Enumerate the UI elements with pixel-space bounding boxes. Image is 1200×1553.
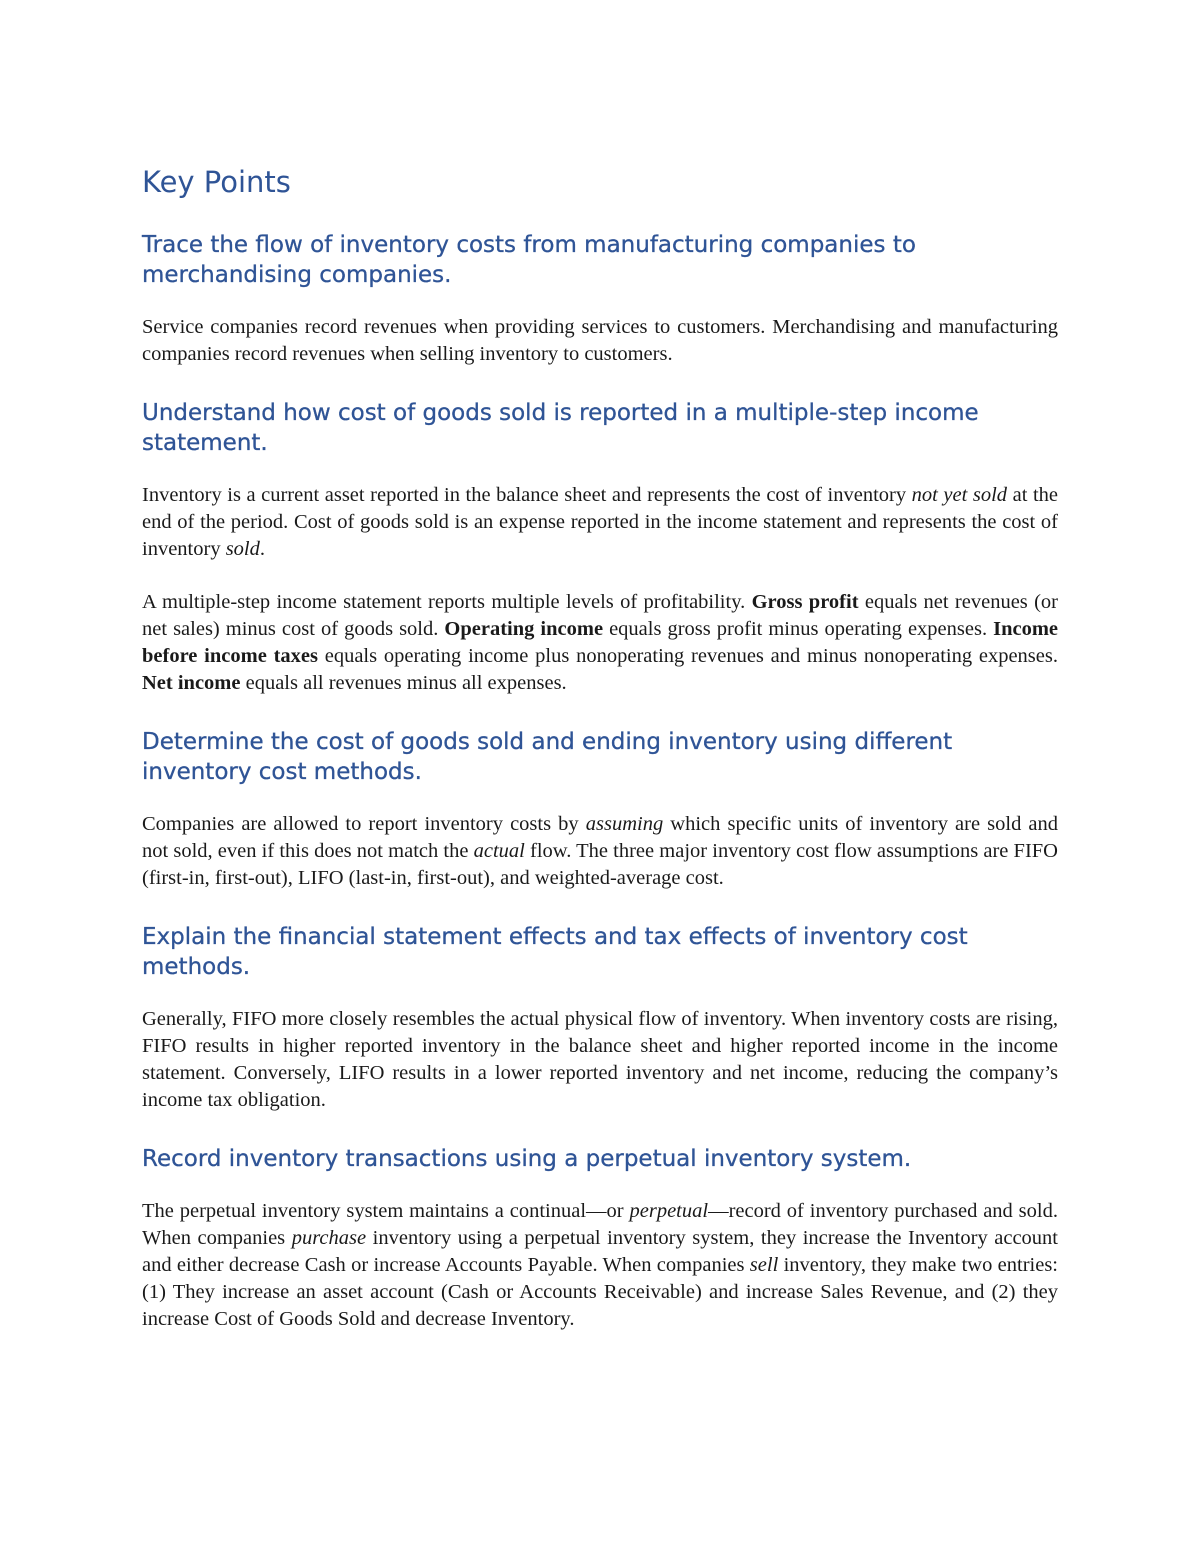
text-run: inventory using a perpetual inventory system, they increase the Inventory account and either decrease Cash or increase Accounts Payable. When companies [142, 1227, 1058, 1276]
section-heading: Trace the flow of inventory costs from manufacturing companies to merchandising companies. [142, 232, 916, 288]
bold-term: Gross profit [751, 591, 859, 613]
section-heading: Determine the cost of goods sold and ending inventory using different inventory cost methods. [142, 729, 953, 785]
text-run: flow. The three major inventory cost flow assumptions are FIFO (first-in, first-out), LIFO (last-in, first-out), and weighted-average cost. [142, 840, 1058, 889]
paragraph [142, 811, 1058, 892]
italic-text: actual [473, 840, 525, 862]
text-run: which specific units of inventory are sold and not sold, even if this does not match the [142, 813, 1058, 862]
paragraph: Generally, FIFO more closely resembles the actual physical flow of inventory. When inventory costs are rising, FIFO results in higher reported inventory in the balance sheet and higher reported income in the income statement. Conversely, LIFO results in a lower reported inventory and net income, reducing the company’s income tax obligation. [142, 1008, 1058, 1111]
italic-text: sell [749, 1254, 779, 1276]
bold-term: Operating income [444, 618, 604, 640]
text-run: equals operating income plus nonoperating revenues and minus nonoperating expenses. [317, 645, 1058, 667]
italic-text: assuming [585, 813, 664, 835]
paragraph [142, 589, 1058, 697]
text-run: A multiple-step income statement reports multiple levels of profitability. [142, 591, 752, 613]
text-run: equals all revenues minus all expenses. [240, 672, 567, 694]
text-run: Inventory is a current asset reported in the balance sheet and represents the cost of inventory [142, 484, 912, 506]
text-run: . [259, 538, 266, 560]
document-title: Key Points [142, 165, 291, 199]
text-run: Companies are allowed to report inventory costs by [142, 813, 586, 835]
text-run: The perpetual inventory system maintains a continual—or [142, 1200, 630, 1222]
text-run: inventory, they make two entries: (1) They increase an asset account (Cash or Accounts Receivable) and increase Sales Revenue, and (2) they increase Cost of Goods Sold and decrease Inventory. [142, 1254, 1059, 1330]
text-run: at the end of the period. Cost of goods sold is an expense reported in the income statement and represents the cost of inventory [142, 484, 1058, 560]
paragraph: Service companies record revenues when providing services to customers. Merchandising and manufacturing companies record revenues when selling inventory to customers. [142, 316, 1058, 365]
italic-text: not yet sold [911, 484, 1008, 506]
italic-text: purchase [291, 1227, 367, 1249]
text-run: equals net revenues (or net sales) minus cost of goods sold. [142, 591, 1059, 640]
text-run: —record of inventory purchased and sold. When companies [142, 1200, 1058, 1249]
paragraph [142, 1198, 1058, 1333]
italic-text: perpetual [629, 1200, 709, 1222]
bold-term: Net income [142, 672, 241, 694]
italic-text: sold [225, 538, 260, 560]
bold-term: Income before income taxes [142, 618, 1059, 667]
text-run: equals gross profit minus operating expenses. [603, 618, 994, 640]
section-heading: Explain the financial statement effects and tax effects of inventory cost methods. [142, 924, 968, 980]
section-heading: Understand how cost of goods sold is reported in a multiple-step income statement. [142, 400, 979, 456]
paragraph [142, 482, 1058, 563]
section-heading: Record inventory transactions using a perpetual inventory system. [142, 1146, 912, 1172]
